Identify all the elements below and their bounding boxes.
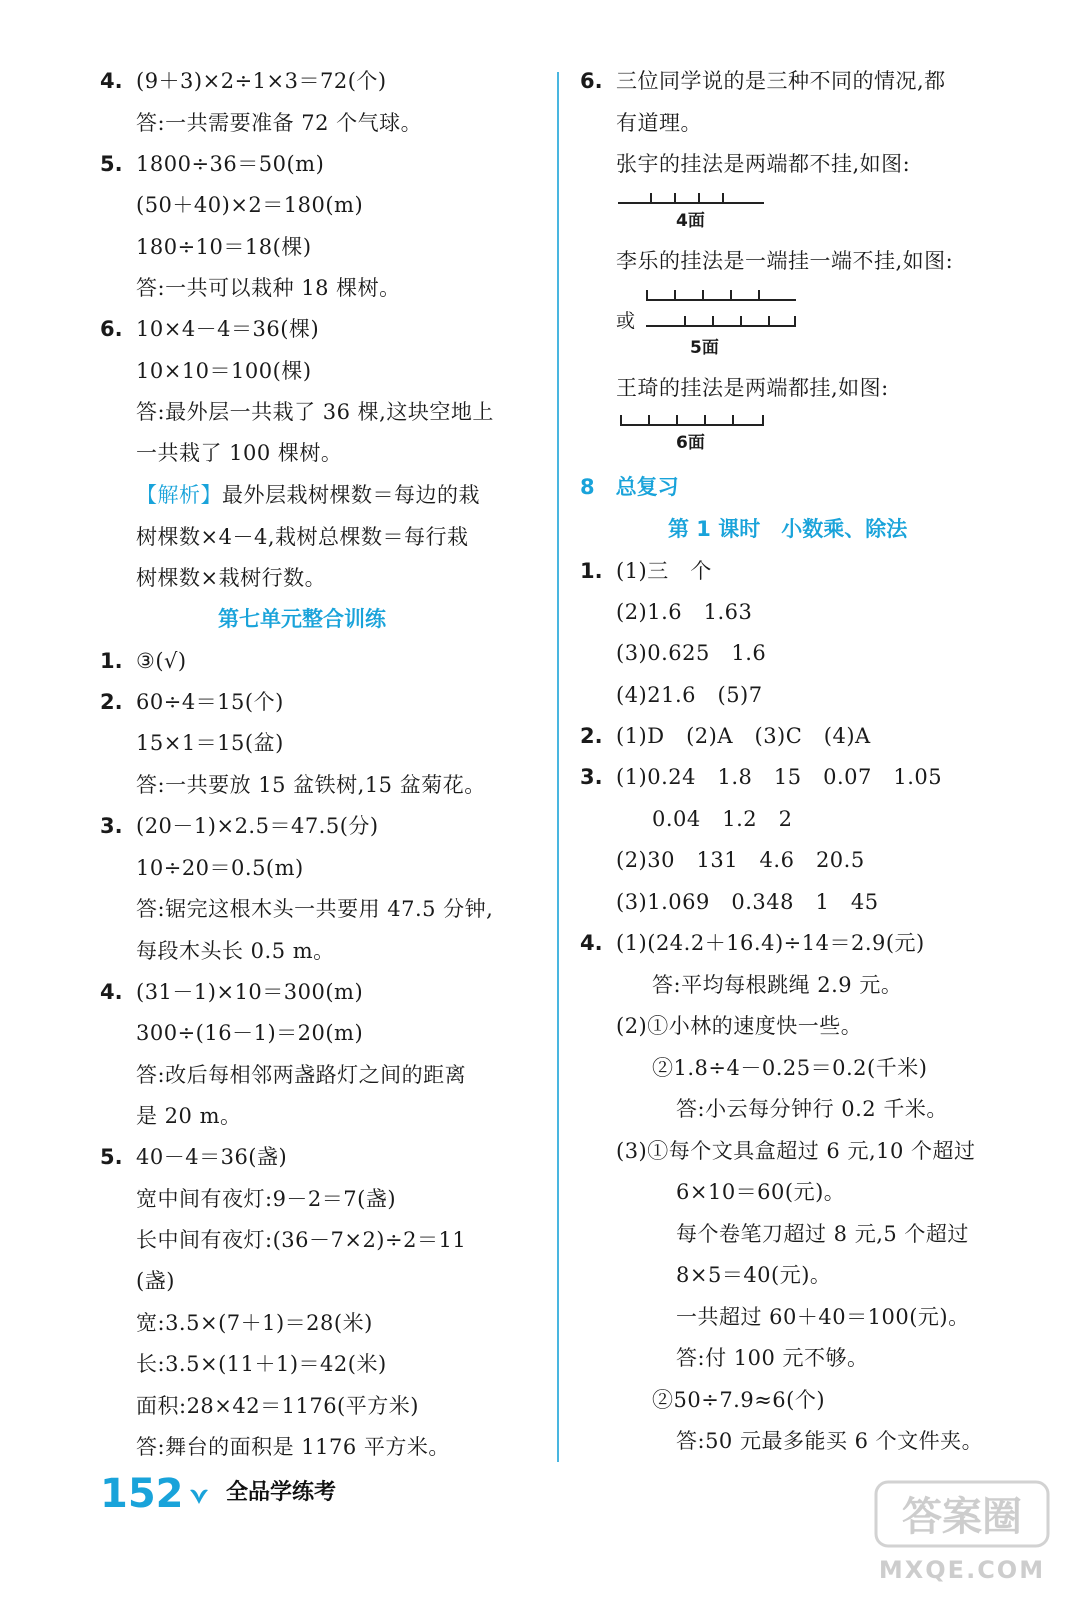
flag-tick: [698, 193, 700, 203]
answer-line: (2)1.6 1.63: [616, 600, 753, 624]
answer-line: (4)21.6 (5)7: [616, 683, 763, 707]
answer-line: 8×5＝40(元)。: [676, 1263, 832, 1287]
analysis-tag: 【解析】: [136, 483, 222, 507]
flag-tick: [650, 193, 652, 203]
analysis-line: [136, 480, 480, 510]
item-number: 5.: [100, 1145, 123, 1169]
answer-line: 宽中间有夜灯:9－2＝7(盏): [136, 1187, 397, 1211]
answer-line: 答:舞台的面积是 1176 平方米。: [136, 1435, 450, 1459]
flag-tick: [674, 193, 676, 203]
flag-tick: [762, 415, 764, 425]
flag-tick: [768, 316, 770, 326]
item-number: 6.: [100, 317, 123, 341]
answer-line: 答:一共要放 15 盆铁树,15 盆菊花。: [136, 773, 486, 797]
item-number: 5.: [100, 152, 123, 176]
answer-line: 树棵数×4－4,栽树总棵数＝每行栽: [136, 525, 469, 549]
answer-line: 180÷10＝18(棵): [136, 235, 312, 259]
answer-line: 宽:3.5×(7＋1)＝28(米): [136, 1311, 373, 1335]
answer-line: 10÷20＝0.5(m): [136, 856, 304, 880]
answer-line: (2)①小林的速度快一些。: [616, 1014, 863, 1038]
leaf-icon: [188, 1486, 210, 1509]
answer-line: 300÷(16－1)＝20(m): [136, 1021, 364, 1045]
answer-line: 1800÷36＝50(m): [136, 152, 325, 176]
answer-line: 答:付 100 元不够。: [676, 1346, 869, 1370]
answer-line: 答:小云每分钟行 0.2 千米。: [676, 1097, 948, 1121]
item-number: 2.: [580, 724, 603, 748]
answer-line: 10×10＝100(棵): [136, 359, 312, 383]
answer-line: (3)0.625 1.6: [616, 641, 767, 665]
answer-line: (20－1)×2.5＝47.5(分): [136, 814, 379, 838]
answer-line: 三位同学说的是三种不同的情况,都: [616, 69, 946, 93]
answer-line: 答:一共可以栽种 18 棵树。: [136, 276, 401, 300]
flag-tick: [702, 290, 704, 300]
item-number: 6.: [580, 69, 603, 93]
flag-tick: [722, 193, 724, 203]
item-number: 4.: [100, 69, 123, 93]
answer-line: 60÷4＝15(个): [136, 690, 284, 714]
flag-tick: [730, 290, 732, 300]
answer-line: 是 20 m。: [136, 1104, 242, 1128]
figure-label: 4面: [676, 211, 705, 231]
answer-line: 李乐的挂法是一端挂一端不挂,如图:: [616, 249, 954, 273]
answer-line: 每个卷笔刀超过 8 元,5 个超过: [676, 1222, 969, 1246]
answer-line: (2)30 131 4.6 20.5: [616, 848, 865, 872]
or-label: 或: [616, 310, 636, 332]
watermark-logo: [872, 1478, 1052, 1588]
flag-tick: [684, 316, 686, 326]
section-heading: 第七单元整合训练: [218, 607, 386, 631]
answer-line: 答:改后每相邻两盏路灯之间的距离: [136, 1063, 467, 1087]
answer-line: 答:平均每根跳绳 2.9 元。: [652, 973, 903, 997]
flag-tick: [620, 415, 622, 425]
answer-line: (1)三 个: [616, 559, 712, 583]
flag-tick: [758, 290, 760, 300]
rope-line: [646, 299, 796, 301]
answer-line: ③(√): [136, 649, 187, 673]
answer-line: 长:3.5×(11＋1)＝42(米): [136, 1352, 387, 1376]
flag-tick: [794, 316, 796, 326]
lesson-heading: 第 1 课时 小数乘、除法: [668, 517, 908, 541]
item-number: 3.: [100, 814, 123, 838]
rope-line: [646, 325, 796, 327]
answer-line: (1)0.24 1.8 15 0.07 1.05: [616, 765, 943, 789]
answer-line: 长中间有夜灯:(36－7×2)÷2＝11: [136, 1228, 467, 1252]
answer-line: 有道理。: [616, 111, 702, 135]
item-number: 4.: [580, 931, 603, 955]
item-number: 1.: [100, 649, 123, 673]
answer-line: (3)1.069 0.348 1 45: [616, 890, 879, 914]
flag-tick: [646, 290, 648, 300]
watermark-text: 答案圈: [902, 1494, 1022, 1540]
chapter-heading: 8 总复习: [580, 475, 679, 499]
item-number: 3.: [580, 765, 603, 789]
answer-line: 每段木头长 0.5 m。: [136, 939, 335, 963]
answer-line: 6×10＝60(元)。: [676, 1180, 846, 1204]
item-number: 2.: [100, 690, 123, 714]
brand-name: 全品学练考: [226, 1480, 337, 1505]
flag-tick: [712, 316, 714, 326]
analysis-text: 最外层栽树棵数＝每边的栽: [222, 483, 480, 507]
answer-line: 王琦的挂法是两端都挂,如图:: [616, 376, 889, 400]
answer-line: 40－4＝36(盏): [136, 1145, 288, 1169]
item-number: 1.: [580, 559, 603, 583]
figure-label: 6面: [676, 433, 705, 453]
rope-line: [618, 202, 764, 204]
answer-line: ②50÷7.9≈6(个): [652, 1388, 826, 1412]
page-number: 152: [100, 1471, 184, 1517]
flag-tick: [648, 415, 650, 425]
answer-line: (50＋40)×2＝180(m): [136, 193, 364, 217]
item-number: 4.: [100, 980, 123, 1004]
answer-line: 答:锯完这根木头一共要用 47.5 分钟,: [136, 897, 494, 921]
answer-line: 答:50 元最多能买 6 个文件夹。: [676, 1429, 984, 1453]
answer-line: 答:最外层一共栽了 36 棵,这块空地上: [136, 400, 494, 424]
answer-line: ②1.8÷4－0.25＝0.2(千米): [652, 1056, 928, 1080]
answer-line: 树棵数×栽树行数。: [136, 566, 327, 590]
flag-tick: [674, 290, 676, 300]
flag-tick: [740, 316, 742, 326]
answer-line: 0.04 1.2 2: [652, 807, 793, 831]
answer-line: 一共栽了 100 棵树。: [136, 441, 343, 465]
answer-line: (3)①每个文具盒超过 6 元,10 个超过: [616, 1139, 976, 1163]
watermark-url: MXQE.COM: [878, 1556, 1046, 1584]
answer-line: (1)D (2)A (3)C (4)A: [616, 724, 871, 748]
column-divider: [557, 72, 559, 1462]
answer-line: 一共超过 60＋40＝100(元)。: [676, 1305, 970, 1329]
answer-line: 答:一共需要准备 72 个气球。: [136, 111, 423, 135]
answer-line: (盏): [136, 1269, 175, 1293]
rope-line: [620, 424, 764, 426]
answer-line: 10×4－4＝36(棵): [136, 317, 320, 341]
answer-line: 15×1＝15(盆): [136, 731, 284, 755]
answer-line: (1)(24.2＋16.4)÷14＝2.9(元): [616, 931, 925, 955]
flag-tick: [676, 415, 678, 425]
answer-line: 张宇的挂法是两端都不挂,如图:: [616, 152, 911, 176]
answer-line: 面积:28×42＝1176(平方米): [136, 1394, 419, 1418]
flag-tick: [704, 415, 706, 425]
answer-line: (31－1)×10＝300(m): [136, 980, 364, 1004]
answer-line: (9＋3)×2÷1×3＝72(个): [136, 69, 387, 93]
flag-tick: [732, 415, 734, 425]
figure-label: 5面: [690, 338, 719, 358]
